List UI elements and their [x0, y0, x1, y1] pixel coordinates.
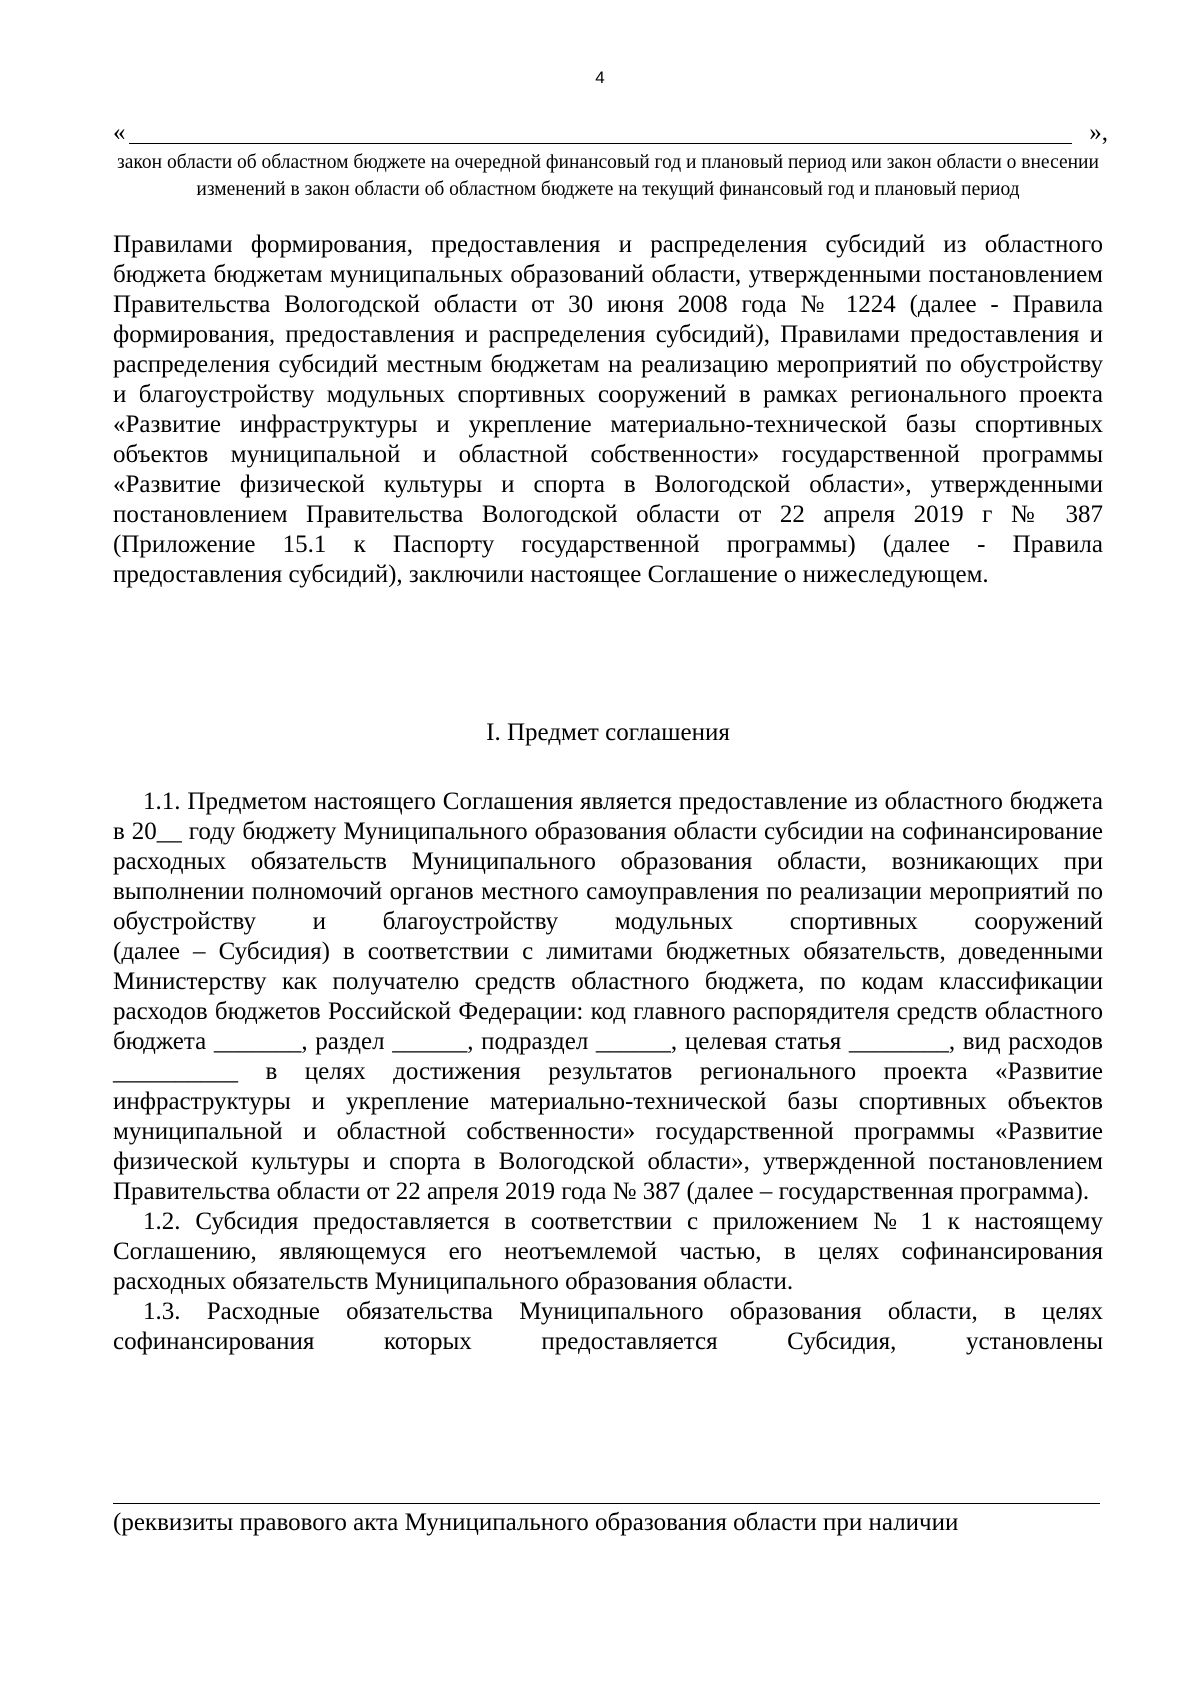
clause-1-2: 1.2. Субсидия предоставляется в соответствии с приложением № 1 к настоящему Соглашению, являющемуся его неотъемлемой частью, в целях софинансирования расходных обязательств Муниципального образования области.: [113, 1208, 1103, 1295]
fill-line-open-quote: «: [113, 119, 126, 146]
clause-1-3: 1.3. Расходные обязательства Муниципального образования области, в целях софинансирования которых предоставляется Субсидия, установлены: [113, 1298, 1103, 1355]
law-fill-line: [113, 116, 1108, 150]
intro-paragraph: [113, 230, 1103, 590]
page-number: 4: [595, 68, 605, 87]
law-hint-caption: закон области об областном бюджете на очередной финансовый год и плановый период или закон области о внесении изменений в закон области об областном бюджете на текущий финансовый год и плановый период: [117, 152, 1099, 200]
intro-paragraph-text: Правилами формирования, предоставления и распределения субсидий из областного бюджета бюджетам муниципальных образований области, утвержденными постановлением Правительства Вологодской области от 30 июня 2008 года № 1224 (далее - Правила формирования, предоставления и распределения субсидий), Правилами предоставления и распределения субсидий местным бюджетам на реализацию мероприятий по обустройству и благоустройству модульных спортивных сооружений в рамках регионального проекта «Развитие инфраструктуры и укрепление материально-технической базы спортивных объектов муниципальной и областной собственности» государственной программы «Развитие физической культуры и спорта в Вологодской области», утвержденными постановлением Правительства Вологодской области от 22 апреля 2019 г № 387 (Приложение 15.1 к Паспорту государственной программы) (далее - Правила предоставления субсидий), заключили настоящее Соглашение о нижеследующем.: [113, 231, 1103, 588]
footnote-caption: (реквизиты правового акта Муниципального образования области при наличии: [113, 1509, 959, 1536]
fill-line-blank: [129, 143, 1072, 144]
clause-1-1-part-a: 1.1. Предметом настоящего Соглашения является предоставление из областного бюджета в 20__ году бюджету Муниципального образования области субсидии на софинансирование расходных обязательств Муниципального образования области, возникающих при выполнении полномочий органов местного самоуправления по реализации мероприятий по обустройству и благоустройству модульных спортивных сооружений: [113, 788, 1103, 935]
footnote-rule: [113, 1503, 1100, 1504]
section-heading: I. Предмет соглашения: [486, 719, 730, 746]
fill-line-close-quote: »,: [1089, 119, 1108, 146]
clauses-block: [113, 787, 1103, 1357]
clause-1-1-part-b: (далее – Субсидия) в соответствии с лимитами бюджетных обязательств, доведенными Министерству как получателю средств областного бюджета, по кодам классификации расходов бюджетов Российской Федерации: код главного распорядителя средств областного бюджета _______, раздел ______, подраздел ______, целевая статья ________, вид расходов __________ в целях достижения результатов регионального проекта «Развитие инфраструктуры и укрепление материально-технической базы спортивных объектов муниципальной и областной собственности» государственной программы «Развитие физической культуры и спорта в Вологодской области», утвержденной постановлением Правительства области от 22 апреля 2019 года № 387 (далее – государственная программа).: [113, 938, 1103, 1205]
